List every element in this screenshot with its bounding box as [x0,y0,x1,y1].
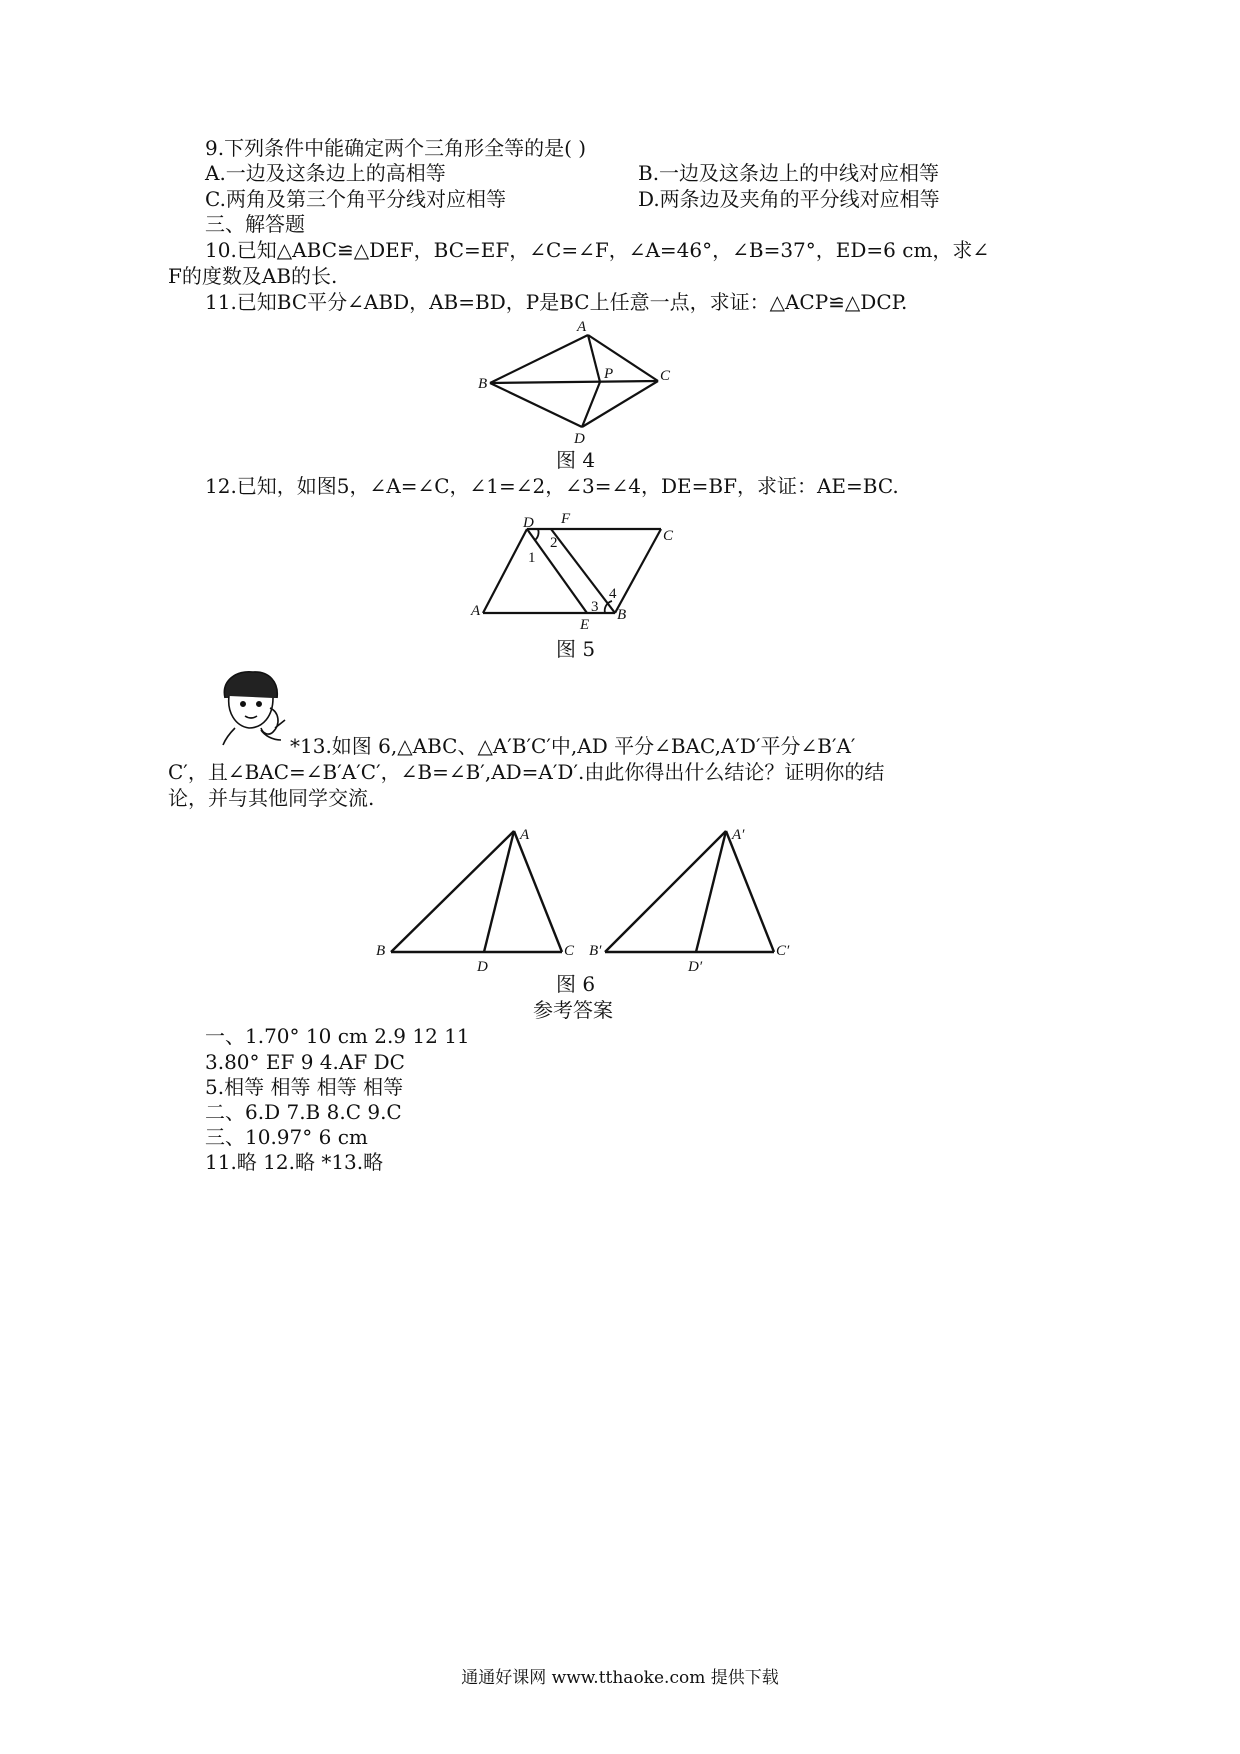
fig6-label-a-prime: A′ [732,827,745,843]
fig6-segment-b2a2 [605,831,726,952]
q9-stem: 9.下列条件中能确定两个三角形全等的是( ) [205,136,587,160]
fig6-segment-a2d2 [696,831,726,952]
fig4-segment-bc [490,381,658,383]
fig4-label-p: P [604,366,614,382]
figure-4 [470,315,690,450]
answer-line: 3.80° EF 9 4.AF DC [205,1050,405,1074]
fig6-label-d: D [477,959,488,975]
fig5-label-f: F [561,511,571,527]
fig4-segment-ab [490,335,588,383]
fig5-angle-4: 4 [609,586,617,602]
fig6-label-c-prime: C′ [776,943,790,959]
fig5-segment-fb [551,529,615,613]
answer-line: 二、6.D 7.B 8.C 9.C [205,1100,402,1124]
q12-line-1: 12.已知，如图5，∠A=∠C，∠1=∠2，∠3=∠4，DE=BF，求证：AE=BC. [205,474,899,498]
section-heading-3: 三、解答题 [205,212,305,236]
fig6-segment-ac [514,831,562,952]
q10-line-1: 10.已知△ABC≌△DEF，BC=EF，∠C=∠F，∠A=46°，∠B=37°，ED=6 cm，求∠ [205,238,990,262]
figure-5-caption: 图 5 [556,637,596,661]
fig5-angle-2: 2 [550,535,558,551]
fig6-segment-ad [484,831,514,952]
fig4-segment-dp [582,382,600,427]
fig5-angle-3: 3 [591,599,599,615]
answer-line: 5.相等 相等 相等 相等 [205,1075,404,1099]
figure-6-caption: 图 6 [556,972,596,996]
fig5-angle-mark-d [535,529,539,540]
fig6-segment-ba [391,831,514,952]
fig5-segment-ad [483,529,527,613]
fig5-label-c: C [663,528,674,544]
q9-option-a: A.一边及这条边上的高相等 [205,161,446,185]
q13-line-2: C′，且∠BAC=∠B′A′C′，∠B=∠B′,AD=A′D′.由此你得出什么结论？证明你的结 [168,760,885,784]
answer-line: 三、10.97° 6 cm [205,1125,368,1149]
fig6-label-b: B [376,943,386,959]
fig4-label-a: A [577,319,587,335]
fig6-label-a: A [520,827,530,843]
q9-option-b: B.一边及这条边上的中线对应相等 [638,161,940,185]
answers-title: 参考答案 [533,998,613,1022]
fig4-segment-dc [582,381,658,427]
fig5-label-a: A [471,603,481,619]
q13-line-3: 论，并与其他同学交流. [168,786,375,810]
q9-option-c: C.两角及第三个角平分线对应相等 [205,187,506,211]
q11-line-1: 11.已知BC平分∠ABD，AB=BD，P是BC上任意一点，求证：△ACP≌△DCP. [205,290,908,314]
answer-line: 11.略 12.略 *13.略 [205,1150,384,1174]
fig4-label-c: C [660,368,671,384]
fig4-label-d: D [574,431,585,447]
q13-line-1: *13.如图 6,△ABC、△A′B′C′中,AD 平分∠BAC,A′D′平分∠B′A′ [290,734,856,758]
thinking-child-illustration [215,668,290,746]
fig5-label-e: E [580,617,590,633]
fig5-label-b: B [617,607,627,623]
q10-line-2: F的度数及AB的长. [168,264,338,288]
fig4-segment-bd [490,383,582,427]
q9-option-d: D.两条边及夹角的平分线对应相等 [638,187,940,211]
fig6-label-d-prime: D′ [688,959,703,975]
fig5-segment-cb [615,529,661,613]
fig4-label-b: B [478,376,488,392]
figure-6 [370,815,810,975]
page-footer: 通通好课网 www.tthaoke.com 提供下载 [461,1668,779,1688]
figure-4-caption: 图 4 [556,448,596,472]
fig5-angle-1: 1 [528,550,536,566]
fig6-label-c: C [564,943,575,959]
fig5-label-d: D [523,515,534,531]
figure-5 [465,505,695,633]
answer-line: 一、1.70° 10 cm 2.9 12 11 [205,1024,470,1048]
fig6-label-b-prime: B′ [589,943,602,959]
fig6-segment-a2c2 [726,831,774,952]
